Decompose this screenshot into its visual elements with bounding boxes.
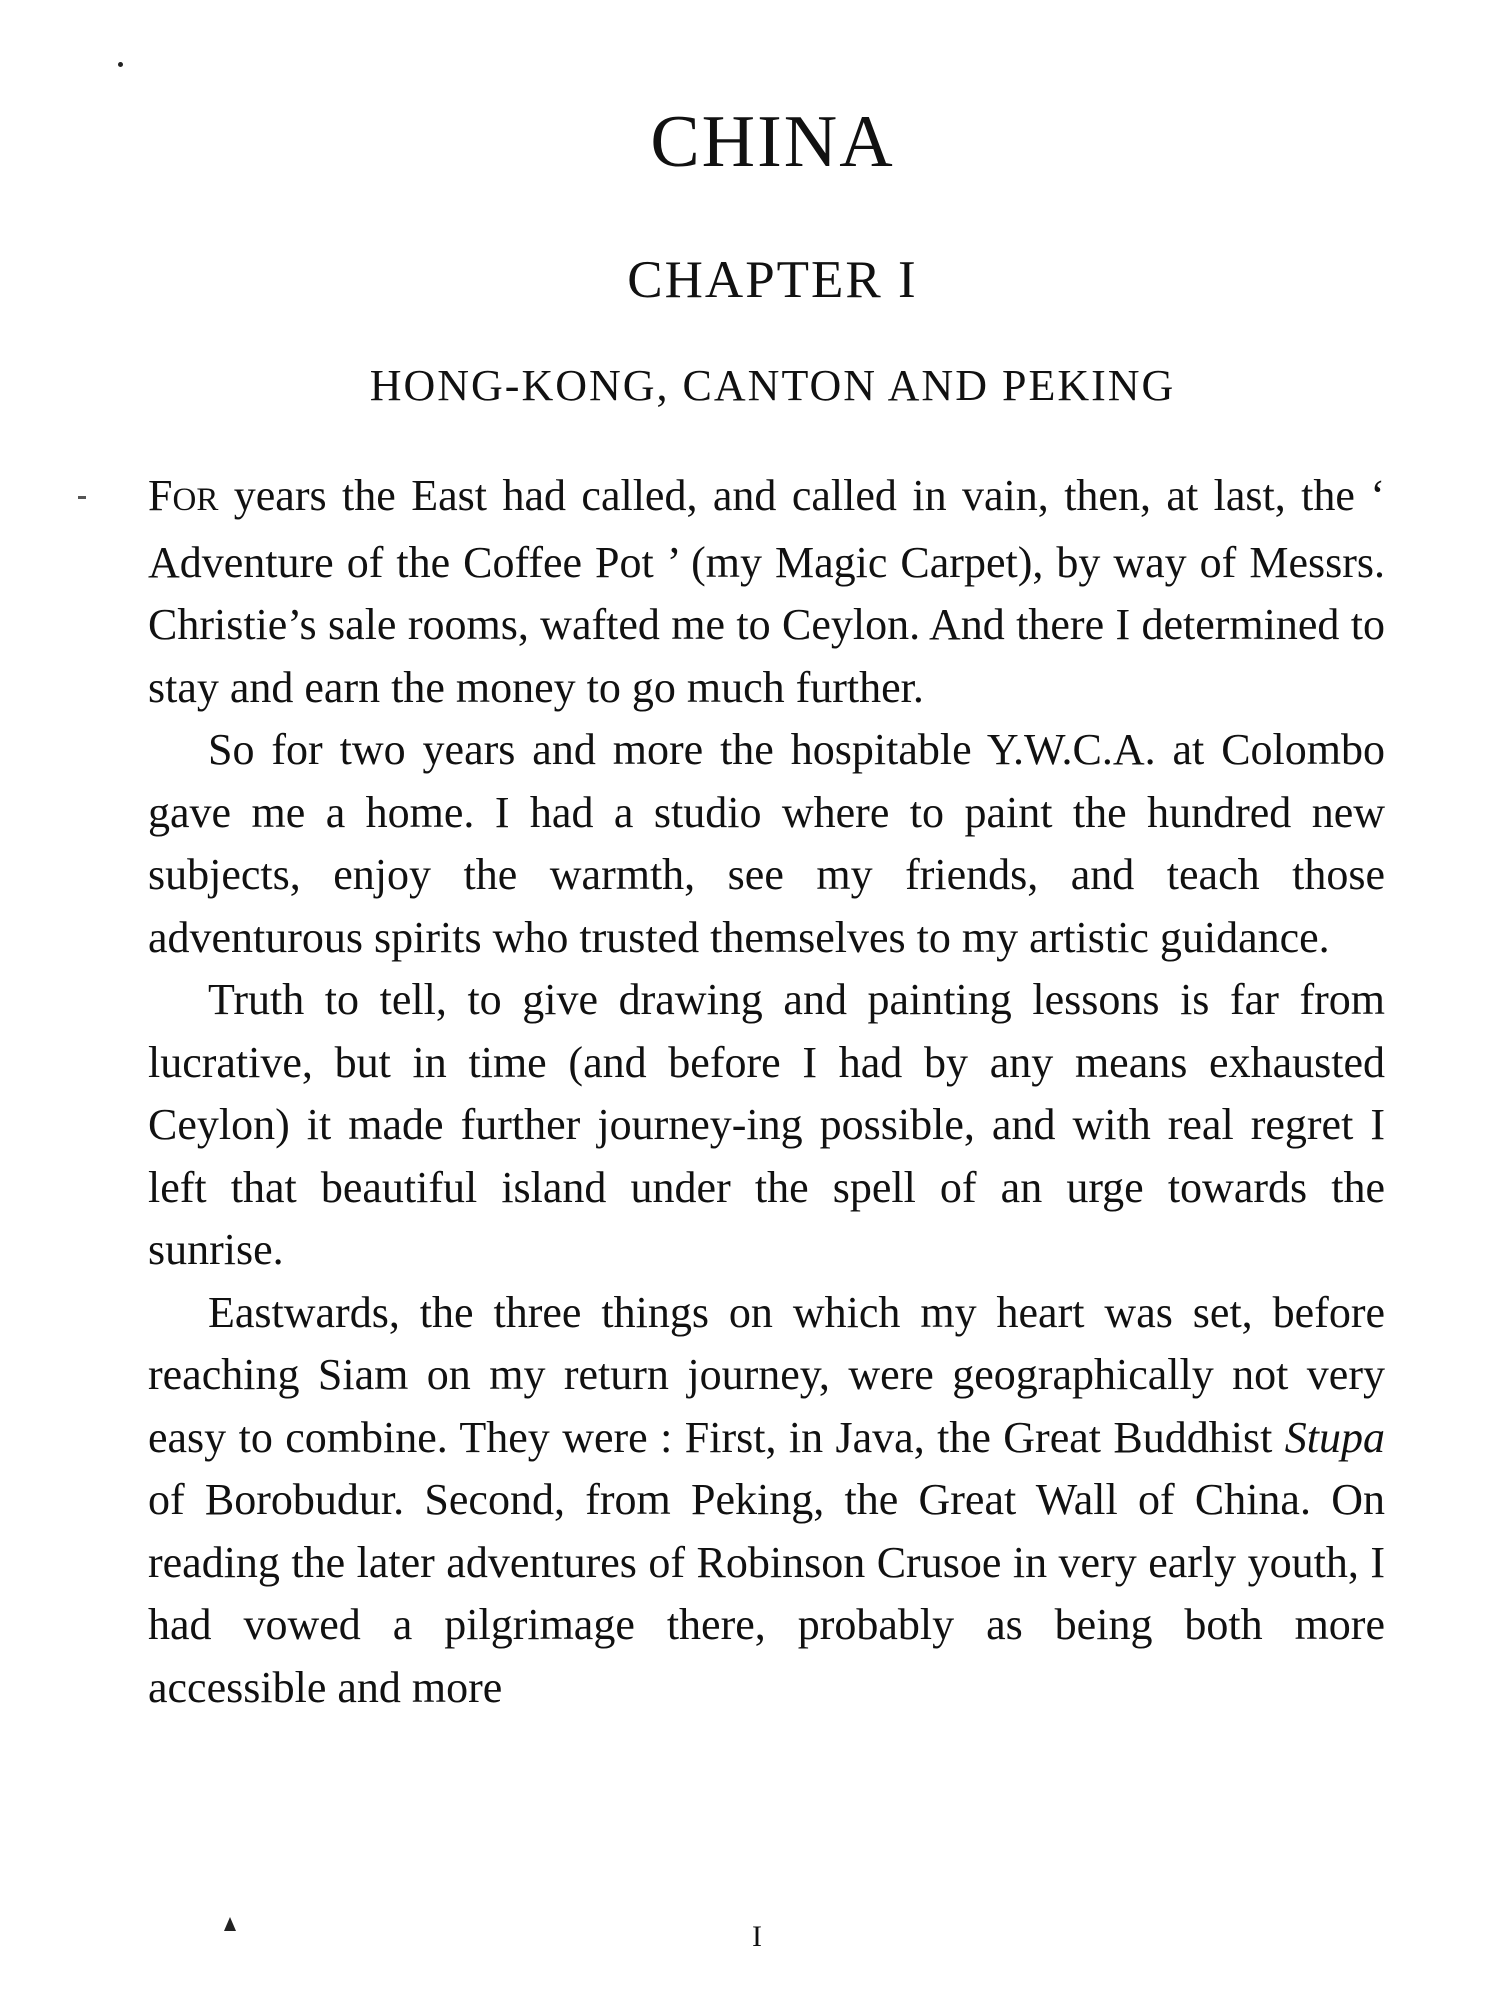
paragraph-1-initial: F: [148, 471, 173, 520]
paragraph-3: Truth to tell, to give drawing and painting lessons is far from lucrative, but in time (and before I had by any means exhausted Ceylon) it made further journey-ing possible, and with real regret I left that beautiful island under the spell of an urge towards the sunrise.: [148, 975, 1385, 1274]
stupa-italic: Stupa: [1284, 1412, 1385, 1462]
paragraph-1: [148, 465, 1385, 719]
chapter-title: HONG-KONG, CANTON AND PEKING: [369, 361, 1176, 410]
chapter-body: [148, 465, 1385, 1719]
chapter-heading: CHAPTER I: [627, 251, 918, 309]
signature-mark: [224, 1917, 236, 1931]
paragraph-1-text: years the East had called, and called in vain, then, at last, the ‘ Adventure of the Coffee Pot ’ (my Magic Carpet), by way of Messrs. Christie’s sale rooms, wafted me to Ceylon. And there I determined to stay and earn the money to go much further.: [148, 471, 1385, 712]
paragraph-4-text-b: of Borobudur. Second, from Peking, the Great Wall of China. On reading the later adventures of Robinson Crusoe in very early youth, I had vowed a pilgrimage there, probably as being both more accessible and more: [148, 1475, 1385, 1712]
paragraph-4-text-a: Eastwards, the three things on which my heart was set, before reaching Siam on my return journey, were geographically not very easy to combine. They were : First, in Java, the Great Buddhist: [148, 1287, 1385, 1462]
ink-speck: [118, 62, 123, 67]
margin-mark: [78, 496, 86, 499]
paragraph-4: [148, 1282, 1385, 1720]
page-number: I: [752, 1920, 762, 1953]
paragraph-1-smallcaps: OR: [172, 482, 219, 518]
book-title: CHINA: [650, 101, 895, 183]
paragraph-2: So for two years and more the hospitable Y.W.C.A. at Colombo gave me a home. I had a studio where to paint the hundred new subjects, enjoy the warmth, see my friends, and teach those adventurous spirits who trusted themselves to my artistic guidance.: [148, 725, 1385, 962]
